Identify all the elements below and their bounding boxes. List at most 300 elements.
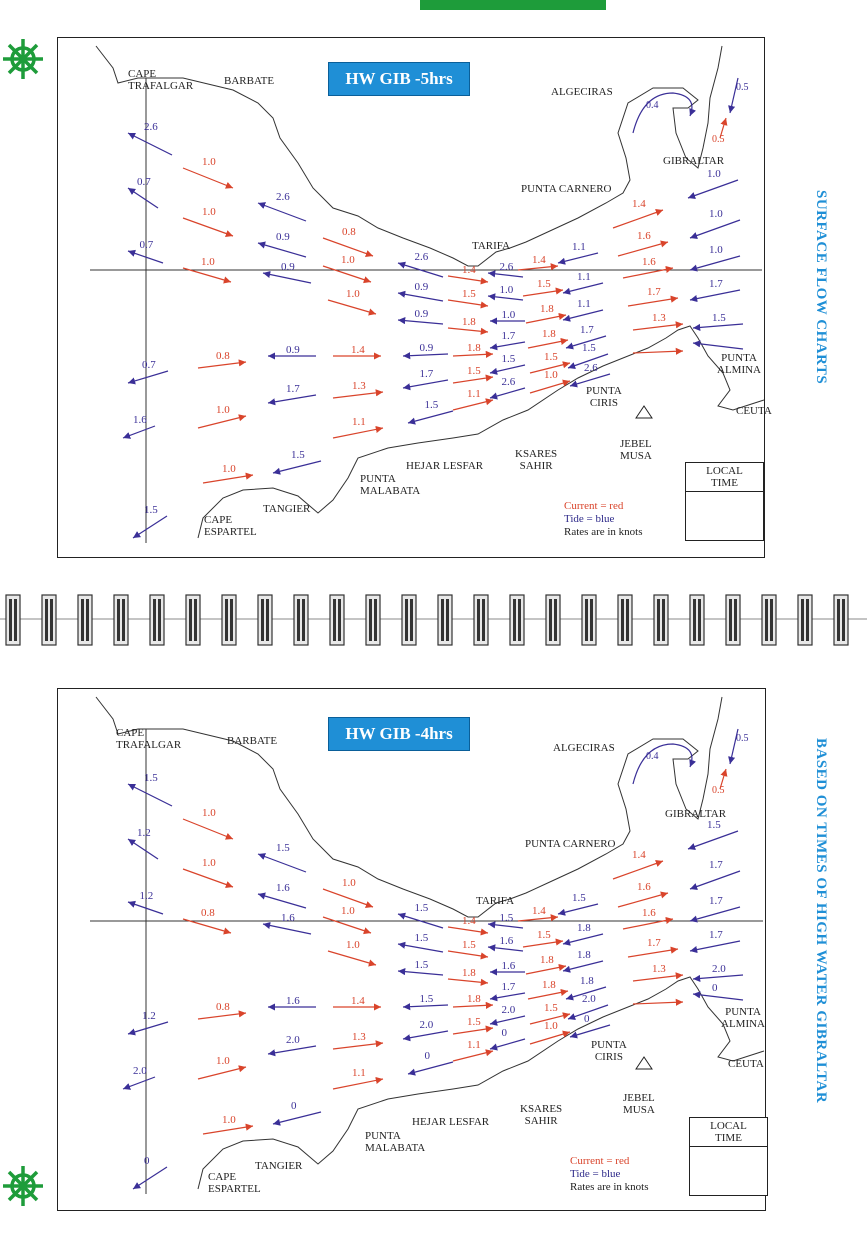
tide-arrow: [403, 380, 448, 388]
tide-arrow: [273, 461, 321, 473]
current-rate-label: 1.4: [532, 254, 546, 266]
current-rate-label: 1.3: [652, 312, 666, 324]
tide-rate-label: 1.1: [577, 298, 591, 310]
current-arrow: [333, 428, 383, 438]
tide-rate-label: 1.5: [572, 892, 586, 904]
current-rate-label: 1.8: [467, 342, 481, 354]
current-rate-label: 1.7: [647, 937, 661, 949]
bay-rate-label: 0.5: [712, 785, 725, 796]
current-arrow: [448, 927, 488, 933]
local-time-box[interactable]: [685, 462, 764, 541]
tide-rate-label: 0.7: [137, 176, 151, 188]
bay-rate-label: 0.4: [646, 751, 659, 762]
label-hejar-lesfar: HEJAR LESFAR: [412, 1116, 490, 1128]
label-tangier: TANGIER: [255, 1160, 303, 1172]
binding-coil: [6, 595, 20, 645]
current-rate-label: 1.5: [537, 278, 551, 290]
current-arrow: [198, 1013, 246, 1019]
label-gibraltar: GIBRALTAR: [665, 808, 727, 820]
binding-coil: [366, 595, 380, 645]
current-rate-label: 0.8: [216, 350, 230, 362]
current-arrow: [613, 861, 663, 879]
label-ksares-sahir: KSARES SAHIR: [515, 448, 558, 472]
current-arrow: [628, 949, 678, 957]
tide-arrow: [690, 907, 740, 921]
current-rate-label: 1.5: [462, 288, 476, 300]
current-arrow: [453, 1005, 493, 1007]
tide-rate-label: 2.0: [501, 1004, 516, 1016]
current-arrow: [183, 869, 233, 887]
tide-arrow: [398, 944, 443, 952]
tide-arrow: [693, 994, 743, 1000]
legend-tide: Tide = blue: [564, 513, 615, 525]
local-time-label: LOCAL TIME: [690, 1118, 767, 1147]
current-arrow: [328, 300, 376, 314]
tide-rate-label: 2.0: [712, 963, 726, 975]
legend: [564, 500, 643, 539]
current-rate-label: 1.0: [216, 404, 230, 416]
tide-rate-label: 1.7: [501, 981, 516, 993]
mountain-icon: [636, 1057, 652, 1069]
label-punta-almina: PUNTA ALMINA: [717, 352, 761, 376]
tide-rate-label: 1.5: [414, 902, 429, 914]
tide-rate-label: 2.0: [582, 993, 596, 1005]
current-rate-label: 1.0: [202, 156, 216, 168]
tide-rate-label: 1.7: [709, 859, 723, 871]
legend-current: Current = red: [570, 1155, 630, 1167]
tide-arrow: [693, 343, 743, 349]
tide-arrow: [690, 941, 740, 951]
tide-rate-label: 1.7: [419, 368, 434, 380]
tide-arrow: [693, 324, 743, 328]
label-punta-almina: PUNTA ALMINA: [721, 1006, 765, 1030]
current-arrow: [323, 266, 371, 282]
current-rate-label: 1.0: [222, 463, 236, 475]
tide-rate-label: 0: [424, 1050, 430, 1062]
label-barbate: BARBATE: [227, 735, 278, 747]
current-rate-label: 1.0: [544, 369, 558, 381]
current-arrow: [448, 300, 488, 306]
label-tarifa: TARIFA: [476, 895, 515, 907]
tide-arrow: [403, 1005, 448, 1007]
current-arrow: [203, 1126, 253, 1134]
tide-arrow: [570, 1025, 610, 1037]
tide-arrow: [490, 1039, 525, 1049]
current-rate-label: 1.5: [537, 929, 551, 941]
label-punta-ciris: PUNTA CIRIS: [591, 1039, 627, 1063]
current-arrow: [183, 218, 233, 236]
tide-arrow: [268, 1046, 316, 1054]
current-arrow: [453, 354, 493, 356]
current-rate-label: 1.0: [341, 254, 355, 266]
tide-rate-label: 2.0: [286, 1034, 300, 1046]
tide-arrow: [128, 371, 168, 383]
tide-arrow: [403, 1031, 448, 1039]
current-rate-label: 1.8: [540, 303, 554, 315]
tide-rate-label: 1.0: [501, 309, 516, 321]
current-arrow: [333, 392, 383, 398]
current-arrow: [448, 328, 488, 332]
label-punta-ciris: PUNTA CIRIS: [586, 385, 622, 409]
tide-rate-label: 0.9: [286, 344, 300, 356]
tide-rate-label: 1.6: [501, 960, 516, 972]
tide-arrow: [273, 1112, 321, 1124]
current-rate-label: 1.1: [352, 416, 366, 428]
current-rate-label: 1.0: [341, 905, 355, 917]
current-rate-label: 1.3: [352, 380, 366, 392]
chart-panel-hw-minus-5: [57, 37, 772, 558]
current-rate-label: 1.8: [462, 316, 476, 328]
binding-coil: [582, 595, 596, 645]
bay-rate-label: 0.4: [646, 100, 659, 111]
current-rate-label: 1.0: [201, 256, 215, 268]
tide-rate-label: 2.0: [419, 1019, 434, 1031]
tide-arrow: [268, 395, 316, 403]
label-ksares-sahir: KSARES SAHIR: [520, 1103, 563, 1127]
current-rate-label: 1.4: [632, 198, 646, 210]
binding-coil: [78, 595, 92, 645]
current-rate-label: 1.8: [462, 967, 476, 979]
legend-rates-note: Rates are in knots: [570, 1181, 649, 1193]
binding-coil: [438, 595, 452, 645]
tide-arrow: [128, 133, 172, 155]
local-time-box[interactable]: [689, 1117, 768, 1196]
tide-rate-label: 1.5: [501, 353, 516, 365]
legend-rates-note: Rates are in knots: [564, 526, 643, 538]
tide-arrow: [398, 971, 443, 975]
tide-arrow: [123, 426, 155, 438]
tide-rate-label: 2.6: [584, 362, 598, 374]
tide-arrow: [490, 1016, 525, 1024]
current-rate-label: 1.0: [346, 939, 360, 951]
tide-rate-label: 1.7: [709, 278, 723, 290]
tide-rate-label: 0.7: [139, 239, 154, 251]
current-arrow: [453, 1051, 493, 1061]
current-rate-label: 1.8: [542, 979, 556, 991]
current-arrow: [523, 941, 563, 947]
current-rate-label: 1.6: [637, 230, 651, 242]
tide-arrow: [690, 220, 740, 238]
tide-rate-label: 1.6: [281, 912, 295, 924]
current-rate-label: 1.8: [542, 328, 556, 340]
current-arrow: [333, 1043, 383, 1049]
tide-arrow: [398, 320, 443, 324]
tide-rate-label: 1.5: [499, 912, 514, 924]
tide-arrow: [690, 871, 740, 889]
label-punta-malabata: PUNTA MALABATA: [365, 1130, 426, 1154]
current-arrow: [448, 951, 488, 957]
current-rate-label: 1.4: [632, 849, 646, 861]
current-rate-label: 1.0: [202, 807, 216, 819]
label-algeciras: ALGECIRAS: [551, 86, 613, 98]
label-punta-carnero: PUNTA CARNERO: [521, 183, 612, 195]
tide-arrow: [490, 388, 525, 398]
binding-coil: [618, 595, 632, 645]
current-rate-label: 1.0: [544, 1020, 558, 1032]
tide-rate-label: 1.6: [133, 414, 147, 426]
tide-rate-label: 1.5: [712, 312, 726, 324]
tide-rate-label: 1.0: [707, 168, 721, 180]
binding-coil: [186, 595, 200, 645]
tide-rate-label: 0: [144, 1155, 150, 1167]
tide-rate-label: 1.2: [139, 890, 154, 902]
side-title-based-on-times: BASED ON TIMES OF HIGH WATER GIBRALTAR: [813, 738, 829, 1104]
tide-rate-label: 0.9: [276, 231, 290, 243]
current-arrow: [198, 1067, 246, 1079]
tide-arrow: [488, 296, 523, 300]
tide-rate-label: 1.2: [142, 1010, 156, 1022]
label-algeciras: ALGECIRAS: [553, 742, 615, 754]
current-rate-label: 1.5: [544, 1002, 558, 1014]
current-arrow: [526, 966, 566, 974]
tide-rate-label: 1.5: [291, 449, 305, 461]
label-jebel-musa: JEBEL MUSA: [620, 438, 652, 462]
tide-rate-label: 1.5: [424, 399, 439, 411]
tide-arrow: [133, 516, 167, 538]
binding-coil: [42, 595, 56, 645]
tide-arrow: [490, 365, 525, 373]
tide-rate-label: 1.5: [276, 842, 290, 854]
current-arrow: [526, 315, 566, 323]
label-punta-malabata: PUNTA MALABATA: [360, 473, 421, 497]
tide-rate-label: 1.6: [286, 995, 300, 1007]
current-rate-label: 1.0: [346, 288, 360, 300]
bay-rate-label: 0.5: [736, 733, 749, 744]
current-arrow: [530, 1032, 570, 1044]
current-rate-label: 1.3: [352, 1031, 366, 1043]
binding-coil: [762, 595, 776, 645]
tide-rate-label: 0: [584, 1013, 590, 1025]
current-rate-label: 1.1: [467, 388, 481, 400]
tide-rate-label: 1.0: [499, 284, 514, 296]
tide-arrow: [558, 253, 598, 263]
tide-rate-label: 2.6: [501, 376, 516, 388]
tide-arrow: [563, 310, 603, 320]
label-cape-trafalgar: CAPE TRAFALGAR: [116, 727, 182, 751]
label-gibraltar: GIBRALTAR: [663, 155, 725, 167]
tide-rate-label: 0.9: [281, 261, 295, 273]
tide-arrow: [258, 894, 306, 908]
side-title-surface-flow: SURFACE FLOW CHARTS: [813, 190, 829, 385]
binding-coil: [510, 595, 524, 645]
label-ceuta: CEUTA: [728, 1058, 764, 1070]
current-arrow: [633, 975, 683, 981]
tide-arrow: [563, 283, 603, 293]
current-arrow: [518, 917, 558, 921]
tide-rate-label: 1.7: [286, 383, 300, 395]
tide-rate-label: 1.5: [144, 504, 158, 516]
local-time-label: LOCAL TIME: [686, 463, 763, 492]
tide-rate-label: 1.7: [709, 895, 723, 907]
tide-arrow: [490, 342, 525, 348]
tide-rate-label: 1.8: [577, 949, 591, 961]
binding-coil: [402, 595, 416, 645]
mountain-icon: [636, 406, 652, 418]
tide-arrow: [488, 947, 523, 951]
current-arrow: [448, 979, 488, 983]
current-arrow: [628, 298, 678, 306]
binding-coil: [690, 595, 704, 645]
tide-arrow: [263, 924, 311, 934]
binding-coil: [726, 595, 740, 645]
current-arrow: [618, 242, 668, 256]
current-rate-label: 1.4: [351, 344, 365, 356]
current-rate-label: 1.8: [467, 993, 481, 1005]
tide-arrow: [398, 293, 443, 301]
tide-arrow: [123, 1077, 155, 1089]
tide-rate-label: 0: [501, 1027, 507, 1039]
tide-arrow: [563, 961, 603, 971]
current-arrow: [453, 400, 493, 410]
current-rate-label: 1.8: [540, 954, 554, 966]
tide-rate-label: 1.8: [577, 922, 591, 934]
tide-rate-label: 0.9: [419, 342, 434, 354]
tide-arrow: [693, 975, 743, 979]
label-barbate: BARBATE: [224, 75, 275, 87]
tide-rate-label: 1.7: [580, 324, 594, 336]
bay-rate-label: 0.5: [736, 82, 749, 93]
current-arrow: [328, 951, 376, 965]
tide-rate-label: 2.6: [144, 121, 158, 133]
binding-coil: [258, 595, 272, 645]
bay-gyre-arrow: [633, 744, 692, 784]
current-rate-label: 1.4: [351, 995, 365, 1007]
tide-arrow: [408, 411, 453, 423]
current-rate-label: 1.5: [544, 351, 558, 363]
current-rate-label: 1.6: [637, 881, 651, 893]
tide-arrow: [688, 831, 738, 849]
tide-rate-label: 1.6: [499, 935, 514, 947]
ship-wheel-icon: [0, 36, 46, 82]
current-arrow: [203, 475, 253, 483]
tide-rate-label: 0.9: [414, 281, 429, 293]
current-rate-label: 1.1: [352, 1067, 366, 1079]
current-rate-label: 1.5: [467, 1016, 481, 1028]
tide-arrow: [128, 784, 172, 806]
current-arrow: [198, 362, 246, 368]
legend-tide: Tide = blue: [570, 1168, 621, 1180]
tide-rate-label: 1.5: [419, 993, 434, 1005]
current-rate-label: 0.8: [201, 907, 215, 919]
tide-arrow: [258, 854, 306, 872]
tide-rate-label: 2.0: [133, 1065, 147, 1077]
binding-coil: [150, 595, 164, 645]
tide-arrow: [688, 180, 738, 198]
binding-coil: [834, 595, 848, 645]
tide-rate-label: 1.5: [414, 932, 429, 944]
tide-rate-label: 0.9: [414, 308, 429, 320]
current-rate-label: 1.6: [642, 907, 656, 919]
tide-rate-label: 0.7: [142, 359, 156, 371]
tide-arrow: [128, 1022, 168, 1034]
label-punta-carnero: PUNTA CARNERO: [525, 838, 616, 850]
tide-rate-label: 1.6: [276, 882, 290, 894]
current-arrow: [530, 381, 570, 393]
current-rate-label: 1.5: [467, 365, 481, 377]
tide-rate-label: 1.2: [137, 827, 151, 839]
tide-arrow: [490, 993, 525, 999]
current-arrow: [528, 340, 568, 348]
tide-arrow: [488, 924, 523, 928]
tide-rate-label: 1.5: [707, 819, 721, 831]
green-tab-marker: [420, 0, 606, 10]
bay-gyre-arrow: [633, 93, 692, 133]
current-rate-label: 1.4: [462, 264, 476, 276]
binding-coil: [798, 595, 812, 645]
tide-arrow: [563, 934, 603, 944]
current-arrow: [518, 266, 558, 270]
tide-arrow: [128, 188, 158, 208]
current-arrow: [618, 893, 668, 907]
binding-coil: [654, 595, 668, 645]
current-rate-label: 1.0: [202, 857, 216, 869]
label-cape-espartel: CAPE ESPARTEL: [204, 514, 257, 538]
tide-arrow: [690, 256, 740, 270]
current-arrow: [453, 377, 493, 383]
binding-coil: [474, 595, 488, 645]
current-rate-label: 0.8: [216, 1001, 230, 1013]
tide-rate-label: 1.5: [582, 342, 596, 354]
binding-coil: [222, 595, 236, 645]
current-arrow: [613, 210, 663, 228]
tide-arrow: [558, 904, 598, 914]
current-rate-label: 1.3: [652, 963, 666, 975]
tide-arrow: [488, 273, 523, 277]
current-rate-label: 1.4: [462, 915, 476, 927]
current-rate-label: 1.6: [642, 256, 656, 268]
tide-rate-label: 0: [712, 982, 718, 994]
bay-rate-label: 0.5: [712, 134, 725, 145]
tide-arrow: [690, 290, 740, 300]
label-cape-espartel: CAPE ESPARTEL: [208, 1171, 261, 1195]
current-rate-label: 1.4: [532, 905, 546, 917]
tide-arrow: [403, 354, 448, 356]
current-rate-label: 1.7: [647, 286, 661, 298]
tide-rate-label: 1.0: [709, 208, 723, 220]
label-tangier: TANGIER: [263, 503, 311, 515]
current-rate-label: 1.5: [462, 939, 476, 951]
tide-rate-label: 1.1: [577, 271, 591, 283]
tide-rate-label: 1.0: [709, 244, 723, 256]
current-arrow: [333, 1079, 383, 1089]
legend-current: Current = red: [564, 500, 624, 512]
label-jebel-musa: JEBEL MUSA: [623, 1092, 655, 1116]
spiral-binding: [0, 585, 867, 655]
current-rate-label: 1.0: [202, 206, 216, 218]
tide-rate-label: 1.7: [501, 330, 516, 342]
tide-arrow: [258, 243, 306, 257]
current-rate-label: 1.0: [216, 1055, 230, 1067]
tide-rate-label: 0: [291, 1100, 297, 1112]
current-arrow: [528, 991, 568, 999]
binding-coil: [294, 595, 308, 645]
label-tarifa: TARIFA: [472, 240, 511, 252]
legend: [570, 1155, 649, 1194]
current-arrow: [183, 168, 233, 188]
binding-coil: [546, 595, 560, 645]
tide-rate-label: 1.1: [572, 241, 586, 253]
chart-title: HW GIB -5hrs: [328, 62, 470, 96]
tide-arrow: [133, 1167, 167, 1189]
binding-coil: [330, 595, 344, 645]
tide-arrow: [258, 203, 306, 221]
tide-rate-label: 2.6: [499, 261, 514, 273]
tide-rate-label: 1.5: [144, 772, 158, 784]
current-arrow: [523, 290, 563, 296]
label-cape-trafalgar: CAPE TRAFALGAR: [128, 68, 194, 92]
current-rate-label: 1.0: [342, 877, 356, 889]
current-rate-label: 0.8: [342, 226, 356, 238]
